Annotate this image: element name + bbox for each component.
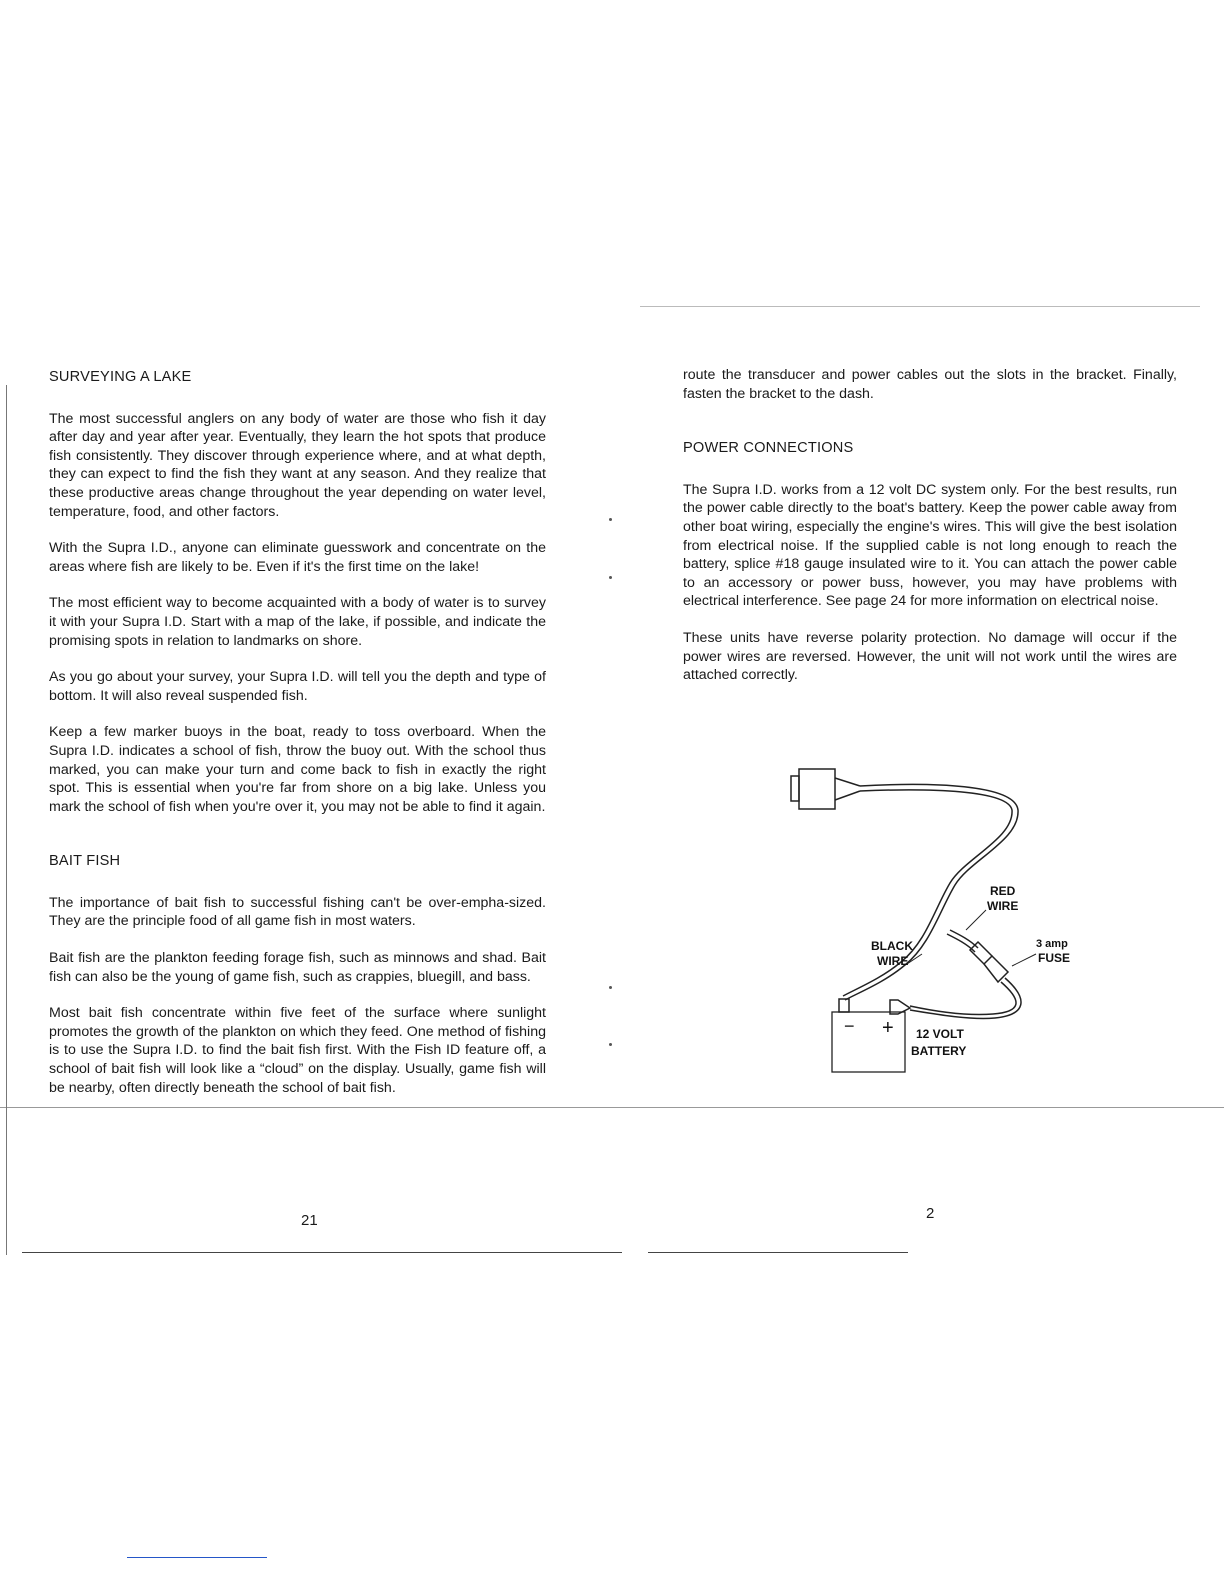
fuse-holder [970,942,992,964]
paragraph: The importance of bait fish to successful fishing can't be over-empha-sized. They are the principle food of all game fish in most waters. [49,894,546,930]
paragraph: With the Supra I.D., anyone can eliminate guesswork and concentrate on the areas where fish are likely to be. Even if it's the first time on the lake! [49,540,546,575]
black-wire-label: BLACK [871,939,913,953]
paragraph: The Supra I.D. works from a 12 volt DC system only. For the best results, run the power cable directly to the boat's battery. Keep the power cable away from other boat wiring, especially the engine's wires. This will give the best isolation from electrical noise. If the supplied cable is not long enough to reach the battery, splice #18 gauge insulated wire to it. You can attach the power cable to an accessory or power buss, however, you may have problems with electrical interference. See page 24 for more information on electrical noise. [683,481,1177,610]
section-title-power-connections: POWER CONNECTIONS [683,440,854,457]
battery-label: 12 VOLT [916,1027,964,1041]
scan-dot [609,576,612,579]
fuse-label: FUSE [1038,951,1071,965]
power-wiring-diagram [780,760,1100,1080]
paragraph: The most efficient way to become acquainted with a body of water is to survey it with your Supra I.D. Start with a map of the lake, if possible, and indicate the promising spots in relation to landmarks on shore. [49,595,546,649]
battery-label: BATTERY [911,1044,967,1058]
top-edge-rule [640,306,1200,307]
section-title-bait-fish: BAIT FISH [49,853,121,870]
scan-dot [609,986,612,989]
fold-rule [0,1107,1224,1108]
paragraph: Most bait fish concentrate within five feet of the surface where sunlight promotes the growth of the plankton on which they feed. One method of fishing is to use the Supra I.D. to find the bait fish first. With the Fish ID feature off, a school of bait fish will look like a “cloud” on the display. Usually, game fish will be nearby, often directly beneath the school of bait fish. [49,1005,546,1096]
red-wire-label: RED [990,884,1016,898]
paragraph: Bait fish are the plankton feeding forage fish, such as minnows and shad. Bait fish can also be the young of game fish, such as crappies, bluegill, and bass. [49,950,546,985]
black-wire-label: WIRE [877,954,909,968]
bottom-edge-rule-right [648,1252,908,1253]
battery [832,1012,905,1072]
scan-dot [609,1043,612,1046]
minus-sign: − [844,1016,855,1036]
paragraph: As you go about your survey, your Supra I.D. will tell you the depth and type of bottom. It will also reveal suspended fish. [49,669,546,704]
paragraph: These units have reverse polarity protection. No damage will occur if the power wires are reversed. However, the unit will not work until the wires are attached correctly. [683,629,1177,684]
page-number-left: 21 [301,1212,318,1229]
red-wire-label: WIRE [987,899,1019,913]
paragraph: The most successful anglers on any body of water are those who fish it day after day and year after year. Eventually, they learn the hot spots that produce fish consistently. They discover through experience where, and at what depth, they can expect to find the fish they want at any season. And they realize that these productive areas change throughout the year depending on water level, temperature, food, and other factors. [49,410,546,520]
paragraph: Keep a few marker buoys in the boat, ready to toss overboard. When the Supra I.D. indicates a school of fish, throw the buoy out. With the school thus marked, you can make your turn and come back to fish in exactly the right spot. This is essential when you're far from shore on a big lake. Unless you mark the school of fish when you're over it, you may not be able to find it again. [49,724,546,815]
paragraph: route the transducer and power cables out the slots in the bracket. Finally, fasten the bracket to the dash. [683,367,1177,402]
section-title-surveying: SURVEYING A LAKE [49,369,192,385]
fuse-label: 3 amp [1036,938,1068,950]
page-number-right: 2 [926,1205,935,1222]
link-underline [127,1557,267,1558]
negative-terminal [839,999,849,1012]
connector-plug [791,776,799,801]
plus-sign: + [882,1017,894,1039]
bottom-edge-rule-left [22,1252,622,1253]
left-margin-line [6,385,7,1255]
right-page-column [683,366,1177,703]
left-page-column [49,368,546,1115]
scan-dot [609,518,612,521]
